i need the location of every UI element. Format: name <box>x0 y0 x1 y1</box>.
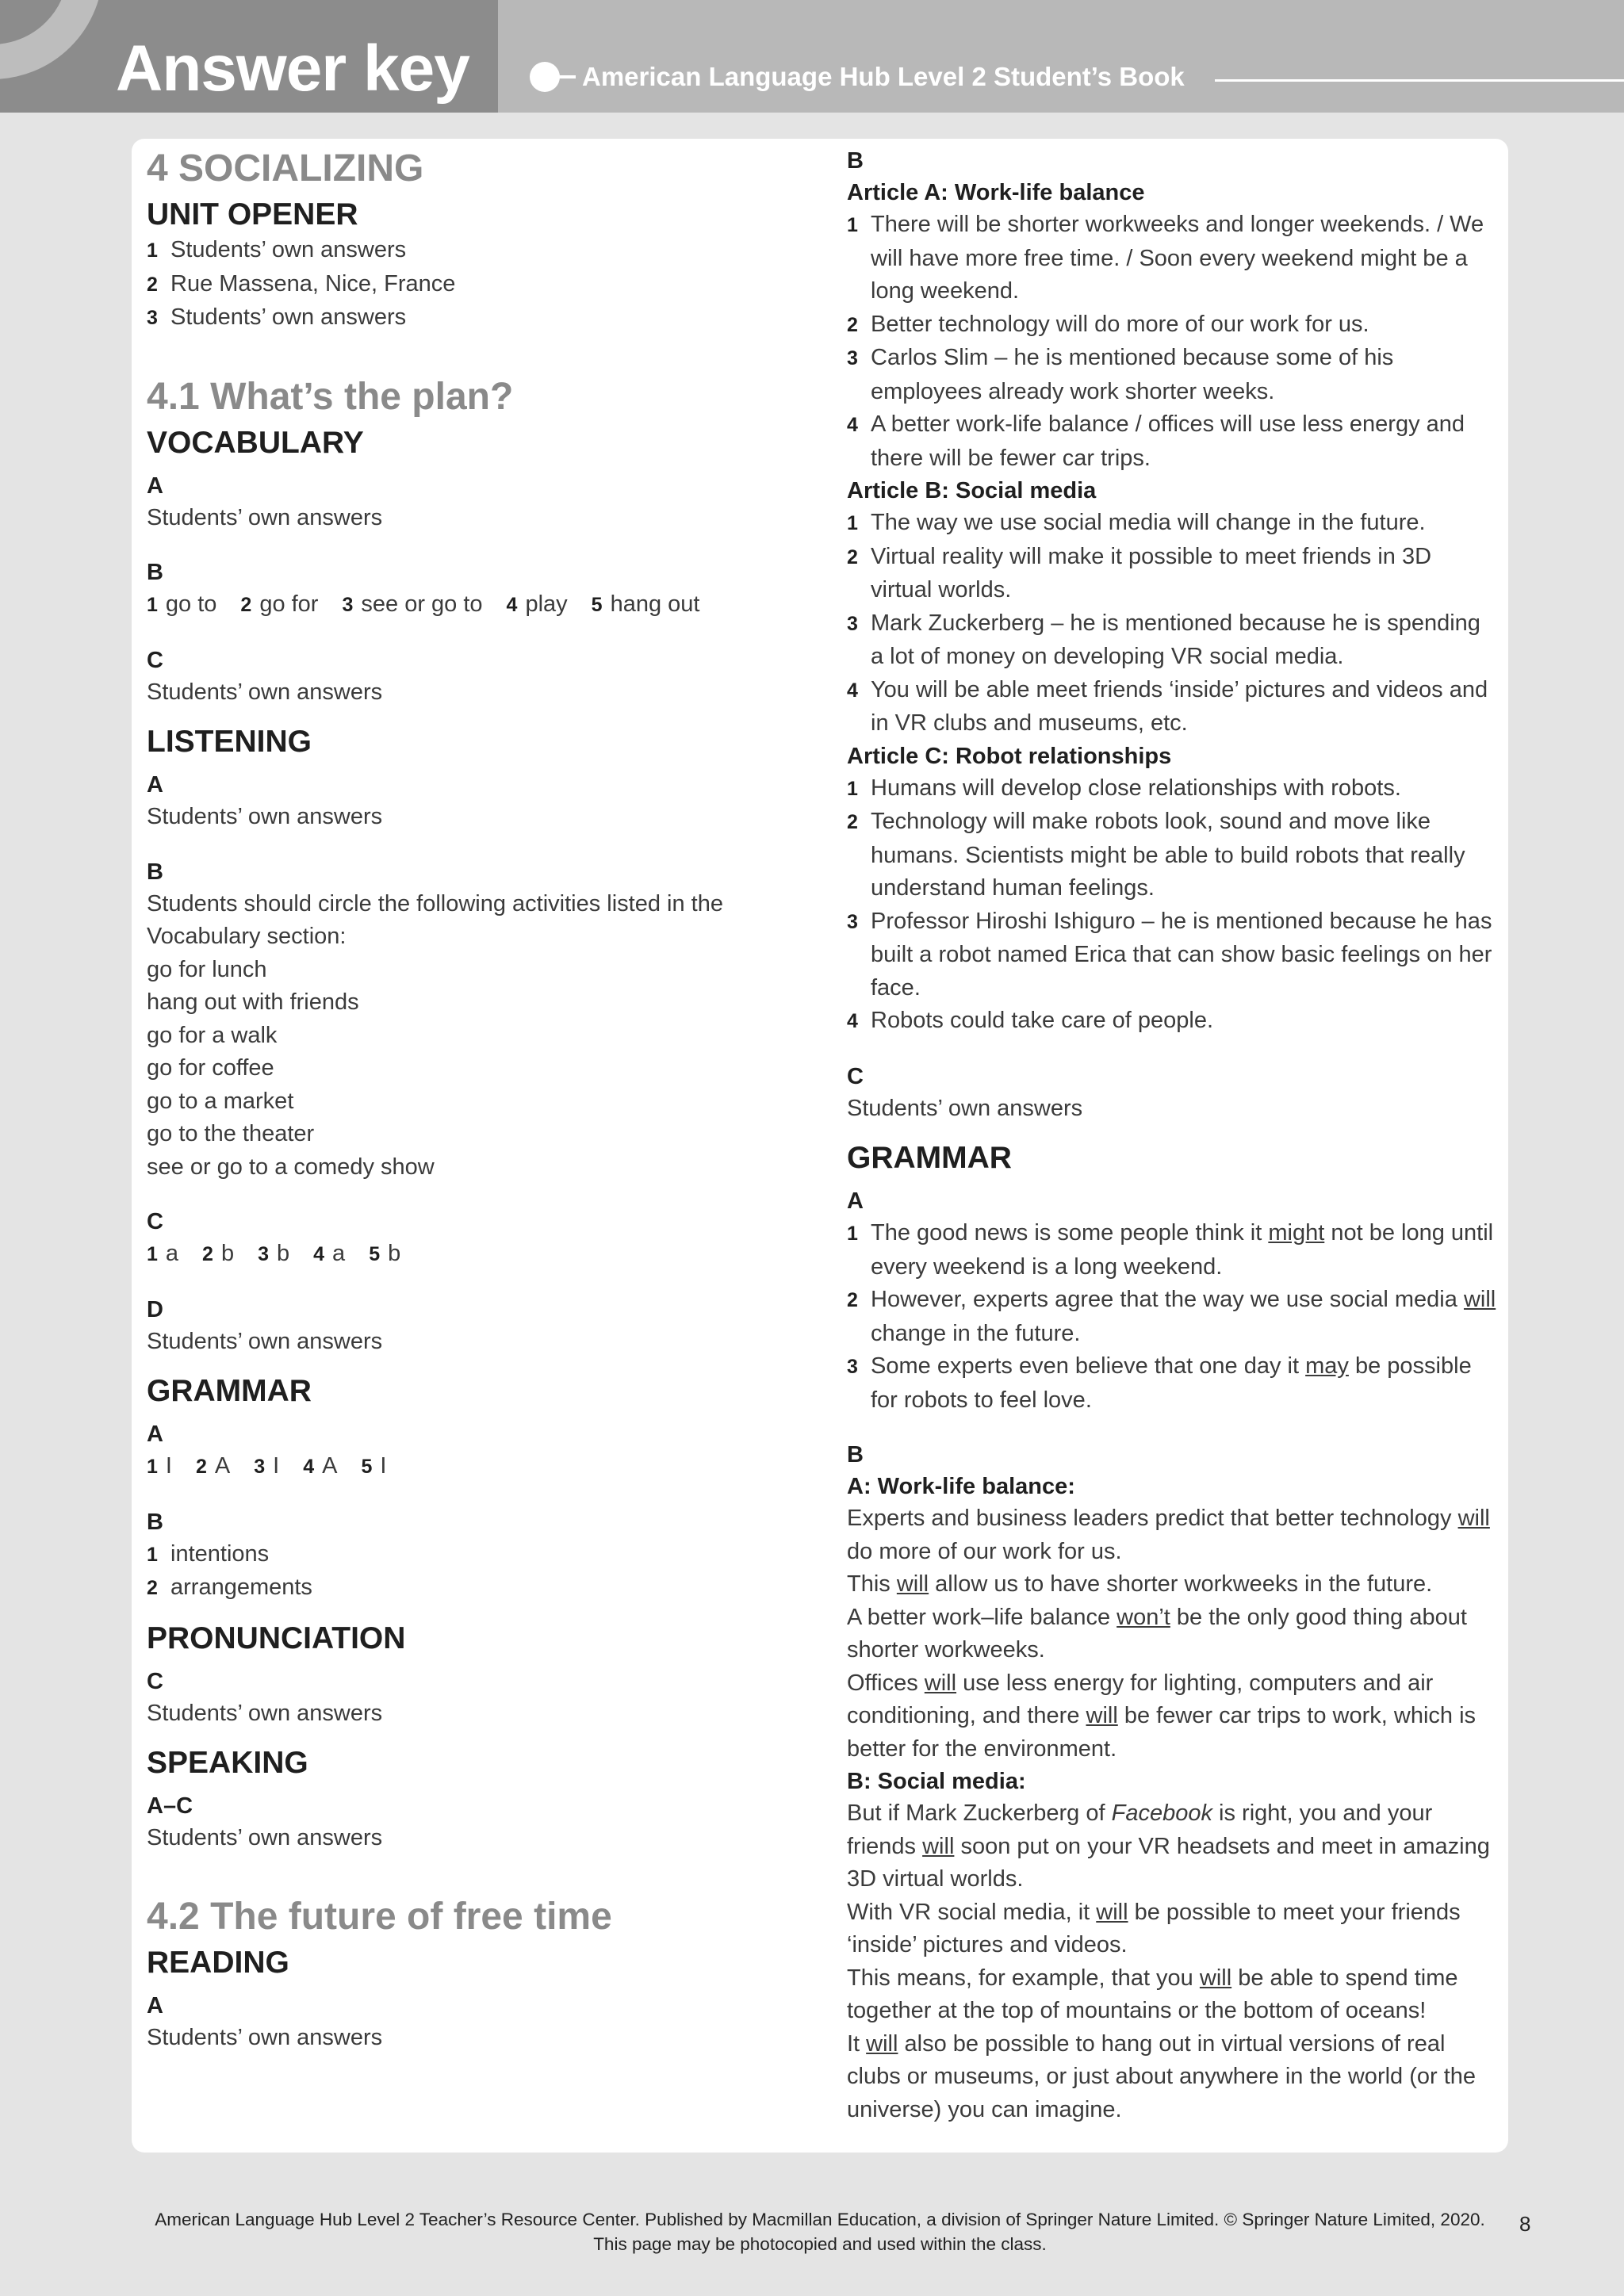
exercise-label: D <box>147 1296 163 1322</box>
list-item: see or go to a comedy show <box>147 1154 435 1180</box>
exercise-label: A <box>847 1188 864 1214</box>
answer-text: This will allow us to have shorter workweeks in the future. <box>847 1571 1433 1597</box>
list-item: 2 Virtual reality will make it possible to meet friends in 3D virtual worlds. <box>847 543 1432 603</box>
answer-text: Students’ own answers <box>147 804 383 829</box>
list-item: 3 Carlos Slim – he is mentioned because some of his employees already work shorter weeks. <box>847 345 1394 404</box>
page-title: Answer key <box>116 33 469 105</box>
section-title-4-2: 4.2 The future of free time <box>147 1895 612 1938</box>
article-title: Article A: Work-life balance <box>847 180 1145 205</box>
list-item: 4 You will be able meet friends ‘inside’ pictures and videos and in VR clubs and museums, etc. <box>847 676 1488 736</box>
exercise-label: C <box>147 647 163 673</box>
answer-text: Offices will use less energy for lighting, computers and air conditioning, and there will be fewer car trips to work, which is better for the environment. <box>847 1670 1477 1762</box>
list-item: go for lunch <box>147 956 267 982</box>
listening-heading: LISTENING <box>147 725 312 759</box>
answer-text: Students’ own answers <box>147 1700 383 1726</box>
answer-text: Students’ own answers <box>147 2024 383 2050</box>
header-rule <box>1215 79 1624 82</box>
list-item: 4 A better work-life balance / offices will use less energy and there will be fewer car trips. <box>847 411 1465 471</box>
list-item: 3 Mark Zuckerberg – he is mentioned because he is spending a lot of money on developing VR social media. <box>847 610 1480 669</box>
answer-text: Students should circle the following activities listed in the Vocabulary section: <box>147 890 723 949</box>
answer-text: Students’ own answers <box>147 1825 383 1850</box>
footer-copyright: American Language Hub Level 2 Teacher’s Resource Center. Published by Macmillan Education, a division of Springer Nature Limited. © Springer Nature Limited, 2020. <box>155 2210 1485 2229</box>
answer-text: Students’ own answers <box>147 504 383 530</box>
header-title-block <box>0 0 498 113</box>
exercise-label: A <box>147 473 163 499</box>
reading-heading: READING <box>147 1945 289 1980</box>
left-column <box>147 145 813 2054</box>
exercise-label: B <box>847 1442 864 1468</box>
exercise-label: B <box>847 148 864 174</box>
answer-text: But if Mark Zuckerberg of Facebook is right, you and your friends will soon put on your VR headsets and meet in amazing 3D virtual worlds. <box>847 1800 1490 1892</box>
list-item: 1 The way we use social media will change in the future. <box>847 510 1426 535</box>
list-item: 3 Students’ own answers <box>147 304 407 330</box>
book-subtitle: American Language Hub Level 2 Student’s Book <box>582 62 1185 91</box>
list-item: 1 There will be shorter workweeks and longer weekends. / We will have more free time. / Soon every weekend might be a long weekend. <box>847 212 1484 304</box>
bullet-dash-decoration <box>555 75 576 78</box>
header-banner <box>498 0 1624 113</box>
vocabulary-heading: VOCABULARY <box>147 425 364 460</box>
list-item: go to the theater <box>147 1121 315 1146</box>
exercise-label: A <box>147 1422 163 1447</box>
subsection-title: A: Work-life balance: <box>847 1474 1075 1499</box>
list-item: 1 Students’ own answers <box>147 237 407 262</box>
answer-card <box>132 139 1508 2152</box>
list-item: 2 However, experts agree that the way we use social media will change in the future. <box>847 1287 1496 1346</box>
exercise-label: C <box>147 1668 163 1694</box>
list-item: 3 Some experts even believe that one day it may be possible for robots to feel love. <box>847 1353 1472 1413</box>
exercise-label: C <box>147 1209 163 1234</box>
inline-answers: 1 a 2 b 3 b 4 a 5 b <box>147 1241 401 1266</box>
list-item: go for coffee <box>147 1055 274 1081</box>
article-title: Article B: Social media <box>847 478 1097 503</box>
list-item: 4 Robots could take care of people. <box>847 1008 1214 1033</box>
answer-text: Experts and business leaders predict that better technology will do more of our work for us. <box>847 1506 1490 1564</box>
answer-text: Students’ own answers <box>147 1328 383 1354</box>
list-item: 2 Technology will make robots look, sound and move like humans. Scientists might be able to build robots that really understand human feelings. <box>847 809 1465 901</box>
inline-answers: 1 I 2 A 3 I 4 A 5 I <box>147 1453 387 1479</box>
answer-text: This means, for example, that you will be able to spend time together at the top of mountains or the bottom of oceans! <box>847 1965 1458 2023</box>
exercise-label: B <box>147 560 163 585</box>
list-item: 1 intentions <box>147 1540 270 1567</box>
list-item: hang out with friends <box>147 989 359 1015</box>
pronunciation-heading: PRONUNCIATION <box>147 1621 406 1655</box>
page-number: 8 <box>1519 2212 1531 2236</box>
exercise-label: A <box>147 1992 163 2019</box>
answer-text: It will also be possible to hang out in virtual versions of real clubs or museums, or just about anywhere in the world (or the universe) you can imagine. <box>847 2030 1477 2122</box>
answer-text: Students’ own answers <box>147 679 383 705</box>
footer-photocopy-note: This page may be photocopied and used within the class. <box>593 2234 1047 2254</box>
exercise-label: B <box>147 859 163 885</box>
footer <box>0 2207 1624 2256</box>
list-item: 1 Humans will develop close relationships with robots. <box>847 775 1401 801</box>
list-item: go to a market <box>147 1088 294 1114</box>
right-column <box>847 145 1497 2126</box>
section-title-4-1: 4.1 What’s the plan? <box>147 375 514 418</box>
list-item: 2 Rue Massena, Nice, France <box>147 270 456 297</box>
article-title: Article C: Robot relationships <box>847 743 1172 769</box>
list-item: 2 arrangements <box>147 1575 312 1600</box>
answer-text: With VR social media, it will be possible to meet your friends ‘inside’ pictures and videos. <box>847 1899 1461 1957</box>
unit-opener-heading: UNIT OPENER <box>147 197 358 232</box>
speaking-heading: SPEAKING <box>147 1746 308 1780</box>
list-item: 1 The good news is some people think it might not be long until every weekend is a long weekend. <box>847 1220 1494 1280</box>
grammar-heading: GRAMMAR <box>847 1141 1012 1175</box>
list-item: 3 Professor Hiroshi Ishiguro – he is mentioned because he has built a robot named Erica that can show basic feelings on her face. <box>847 908 1492 1001</box>
unit-title: 4 SOCIALIZING <box>147 147 424 189</box>
header-circle-decoration <box>0 0 103 79</box>
grammar-heading: GRAMMAR <box>147 1374 312 1408</box>
subsection-title: B: Social media: <box>847 1769 1026 1794</box>
exercise-label: C <box>847 1063 864 1089</box>
list-item: go for a walk <box>147 1022 278 1048</box>
exercise-label: A–C <box>147 1793 193 1819</box>
exercise-label: B <box>147 1509 163 1535</box>
answer-text: A better work–life balance won’t be the only good thing about shorter workweeks. <box>847 1604 1467 1663</box>
exercise-label: A <box>147 772 163 798</box>
list-item: 2 Better technology will do more of our work for us. <box>847 311 1369 337</box>
inline-answers: 1 go to 2 go for 3 see or go to 4 play 5 hang out <box>147 591 700 617</box>
answer-text: Students’ own answers <box>847 1095 1083 1121</box>
